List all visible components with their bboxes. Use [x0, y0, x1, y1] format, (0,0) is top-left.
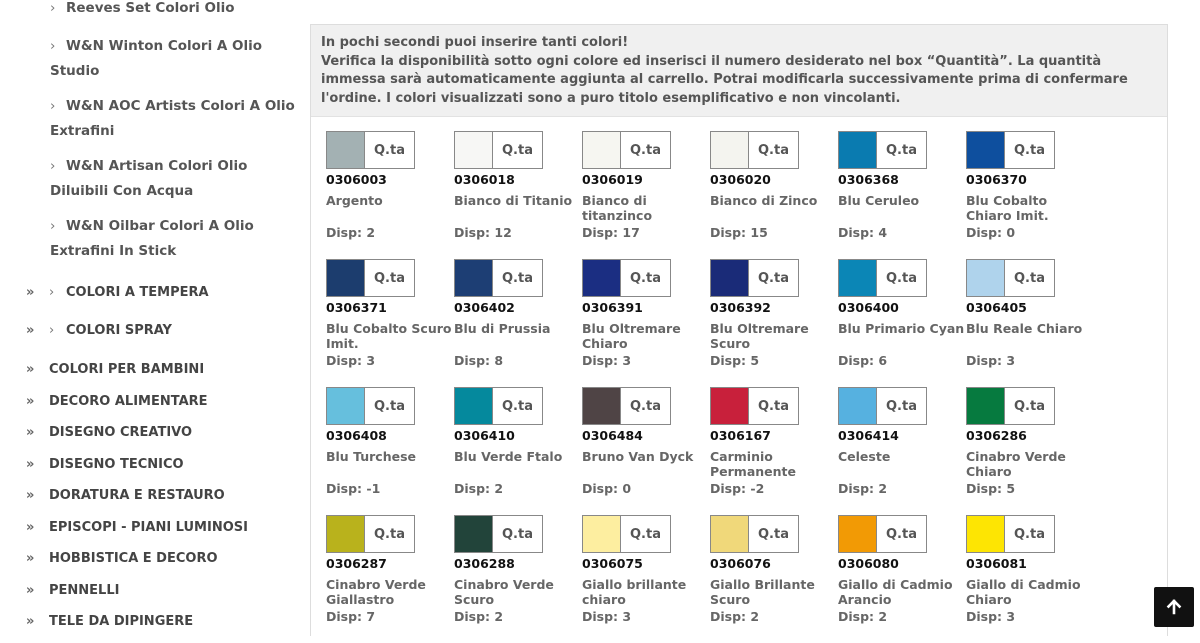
- double-chevron-icon: »: [26, 362, 35, 377]
- product-code: 0306371: [326, 300, 387, 315]
- sidebar-item-label: DECORO ALIMENTARE: [49, 394, 208, 409]
- availability: Disp: 5: [966, 481, 1016, 496]
- quantity-input[interactable]: Q.ta: [1005, 516, 1054, 552]
- double-chevron-icon: »: [26, 551, 35, 566]
- sidebar-item-label: COLORI PER BAMBINI: [49, 362, 205, 377]
- quantity-input[interactable]: Q.ta: [621, 132, 670, 168]
- sidebar-item-label: W&N AOC Artists Colori A Olio Extrafini: [50, 98, 295, 139]
- product-name[interactable]: Giallo Brillante Scuro: [710, 578, 815, 607]
- quantity-input[interactable]: Q.ta: [365, 388, 414, 424]
- product-name[interactable]: Celeste: [838, 450, 891, 464]
- product-code: 0306405: [966, 300, 1027, 315]
- color-swatch: [583, 516, 621, 552]
- swatch-qty-box: [838, 131, 927, 169]
- product-code: 0306484: [582, 428, 643, 443]
- chevron-right-icon: ›: [50, 0, 56, 16]
- availability: Disp: 15: [710, 225, 768, 240]
- color-card: [454, 259, 582, 387]
- availability: Disp: -1: [326, 481, 381, 496]
- sidebar-item-label: COLORI SPRAY: [66, 323, 172, 338]
- product-code: 0306019: [582, 172, 643, 187]
- product-name[interactable]: Cinabro Verde Scuro: [454, 578, 554, 607]
- swatch-qty-box: [582, 131, 671, 169]
- sidebar-item-label: HOBBISTICA E DECORO: [49, 551, 218, 566]
- quantity-input[interactable]: Q.ta: [749, 388, 798, 424]
- color-card: [710, 259, 838, 387]
- sidebar-item-tele[interactable]: [26, 614, 300, 630]
- swatch-qty-box: [454, 259, 543, 297]
- product-code: 0306075: [582, 556, 643, 571]
- sidebar-item-label: TELE DA DIPINGERE: [49, 614, 194, 629]
- product-name[interactable]: Blu Cobalto Scuro Imit.: [326, 322, 452, 351]
- product-name[interactable]: Giallo brillante chiaro: [582, 578, 687, 607]
- swatch-qty-box: [710, 515, 799, 553]
- product-code: 0306410: [454, 428, 515, 443]
- double-chevron-icon: »: [26, 323, 35, 338]
- color-card: [326, 259, 454, 387]
- product-code: 0306287: [326, 556, 387, 571]
- availability: Disp: 12: [454, 225, 512, 240]
- quantity-input[interactable]: Q.ta: [877, 260, 926, 296]
- sidebar-item-label: W&N Artisan Colori Olio Diluibili Con Acqua: [50, 158, 248, 199]
- sidebar-item-label: W&N Oilbar Colori A Olio Extrafini In Stick: [50, 218, 254, 259]
- color-swatch: [455, 388, 493, 424]
- product-code: 0306167: [710, 428, 771, 443]
- double-chevron-icon: »: [26, 425, 35, 440]
- product-name[interactable]: Giallo di Cadmio Chiaro: [966, 578, 1081, 607]
- color-swatch: [327, 260, 365, 296]
- product-code: 0306402: [454, 300, 515, 315]
- color-swatch: [839, 132, 877, 168]
- sidebar-item-pennelli[interactable]: [26, 583, 300, 599]
- quantity-input[interactable]: Q.ta: [493, 516, 542, 552]
- swatch-qty-box: [326, 131, 415, 169]
- quantity-input[interactable]: Q.ta: [621, 516, 670, 552]
- product-name[interactable]: Blu Primario Cyan: [838, 322, 965, 336]
- color-card: [966, 387, 1094, 515]
- category-sidebar: [0, 0, 300, 636]
- sidebar-item-colori-tempera[interactable]: [26, 285, 300, 301]
- product-name[interactable]: Bruno Van Dyck: [582, 450, 694, 464]
- color-swatch: [583, 388, 621, 424]
- product-name[interactable]: Cinabro Verde Chiaro: [966, 450, 1066, 479]
- availability: Disp: -2: [710, 481, 765, 496]
- product-name[interactable]: Blu Oltremare Scuro: [710, 322, 809, 351]
- product-name[interactable]: Cinabro Verde Giallastro: [326, 578, 426, 607]
- quantity-input[interactable]: Q.ta: [365, 132, 414, 168]
- color-swatch: [839, 260, 877, 296]
- sidebar-item-doratura-restauro[interactable]: [26, 488, 300, 504]
- product-name[interactable]: Bianco di Titanio: [454, 194, 573, 208]
- color-card: [454, 515, 582, 643]
- swatch-qty-box: [966, 515, 1055, 553]
- sidebar-item-decoro-alimentare[interactable]: [26, 394, 300, 410]
- product-code: 0306286: [966, 428, 1027, 443]
- color-swatch: [967, 260, 1005, 296]
- quantity-input[interactable]: Q.ta: [877, 132, 926, 168]
- product-code: 0306370: [966, 172, 1027, 187]
- sidebar-item-wn-aoc[interactable]: [50, 94, 300, 144]
- swatch-qty-box: [582, 387, 671, 425]
- availability: Disp: 6: [838, 353, 888, 368]
- color-swatch: [839, 388, 877, 424]
- color-swatch: [583, 260, 621, 296]
- product-code: 0306018: [454, 172, 515, 187]
- color-card: [454, 387, 582, 515]
- availability: Disp: 5: [710, 353, 760, 368]
- product-code: 0306003: [326, 172, 387, 187]
- swatch-qty-box: [966, 131, 1055, 169]
- quantity-input[interactable]: Q.ta: [621, 388, 670, 424]
- product-name[interactable]: Bianco di titanzinco: [582, 194, 653, 223]
- color-card: [838, 131, 966, 259]
- product-name[interactable]: Blu Reale Chiaro: [966, 322, 1083, 336]
- product-name[interactable]: Blu Cobalto Chiaro Imit.: [966, 194, 1049, 223]
- availability: Disp: 2: [838, 481, 888, 496]
- availability: Disp: 3: [966, 353, 1016, 368]
- color-card: [710, 515, 838, 643]
- color-card: [838, 259, 966, 387]
- color-card: [838, 515, 966, 643]
- color-swatch: [455, 132, 493, 168]
- product-name[interactable]: Blu Turchese: [326, 450, 416, 464]
- product-code: 0306020: [710, 172, 771, 187]
- sidebar-item-wn-winton[interactable]: [50, 34, 300, 84]
- availability: Disp: 4: [838, 225, 888, 240]
- swatch-qty-box: [838, 259, 927, 297]
- availability: Disp: 3: [582, 353, 632, 368]
- color-swatch: [711, 260, 749, 296]
- color-swatch: [711, 132, 749, 168]
- color-swatch: [839, 516, 877, 552]
- quantity-input[interactable]: Q.ta: [1005, 260, 1054, 296]
- arrow-up-icon: [1166, 599, 1182, 615]
- color-swatch: [967, 516, 1005, 552]
- quantity-input[interactable]: Q.ta: [365, 260, 414, 296]
- availability: Disp: 3: [966, 609, 1016, 624]
- product-name[interactable]: Giallo di Cadmio Arancio: [838, 578, 953, 607]
- swatch-qty-box: [966, 259, 1055, 297]
- color-swatch: [327, 516, 365, 552]
- sidebar-item-label: Reeves Set Colori Olio: [66, 0, 235, 16]
- double-chevron-icon: »: [26, 457, 35, 472]
- sidebar-item-colori-bambini[interactable]: [26, 362, 300, 378]
- availability: Disp: 2: [454, 481, 504, 496]
- chevron-right-icon: ›: [50, 98, 56, 114]
- swatch-qty-box: [710, 387, 799, 425]
- sidebar-item-label: DISEGNO CREATIVO: [49, 425, 193, 440]
- availability: Disp: 17: [582, 225, 640, 240]
- sidebar-item-reeves-set[interactable]: [50, 0, 300, 21]
- swatch-qty-box: [838, 387, 927, 425]
- quantity-input[interactable]: Q.ta: [749, 132, 798, 168]
- swatch-qty-box: [326, 387, 415, 425]
- product-code: 0306391: [582, 300, 643, 315]
- swatch-qty-box: [454, 131, 543, 169]
- color-card: [326, 131, 454, 259]
- color-card: [710, 387, 838, 515]
- swatch-qty-box: [710, 259, 799, 297]
- chevron-right-icon: ›: [50, 218, 56, 234]
- color-card: [966, 259, 1094, 387]
- color-card: [326, 387, 454, 515]
- color-swatch: [327, 388, 365, 424]
- color-card: [966, 131, 1094, 259]
- product-code: 0306414: [838, 428, 899, 443]
- sidebar-item-wn-artisan[interactable]: [50, 154, 300, 204]
- sidebar-item-disegno-creativo[interactable]: [26, 425, 300, 441]
- swatch-qty-box: [710, 131, 799, 169]
- quantity-input[interactable]: Q.ta: [493, 260, 542, 296]
- swatch-qty-box: [454, 387, 543, 425]
- product-name[interactable]: Blu Ceruleo: [838, 194, 920, 208]
- sidebar-item-colori-spray[interactable]: [26, 323, 300, 339]
- color-swatch: [967, 132, 1005, 168]
- chevron-right-icon: ›: [49, 285, 55, 300]
- availability: Disp: 7: [326, 609, 376, 624]
- sidebar-item-hobbistica[interactable]: [26, 551, 300, 567]
- color-swatch: [327, 132, 365, 168]
- intro-box: [311, 25, 1167, 117]
- color-card: [582, 131, 710, 259]
- color-swatch: [455, 516, 493, 552]
- color-swatch: [583, 132, 621, 168]
- product-code: 0306076: [710, 556, 771, 571]
- availability: Disp: 0: [966, 225, 1016, 240]
- color-card: [582, 259, 710, 387]
- availability: Disp: 2: [838, 609, 888, 624]
- color-swatch: [455, 260, 493, 296]
- chevron-right-icon: ›: [50, 158, 56, 174]
- swatch-qty-box: [582, 259, 671, 297]
- availability: Disp: 2: [454, 609, 504, 624]
- quantity-input[interactable]: Q.ta: [1005, 388, 1054, 424]
- swatch-qty-box: [838, 515, 927, 553]
- color-card: [454, 131, 582, 259]
- double-chevron-icon: »: [26, 583, 35, 598]
- sidebar-item-wn-oilbar[interactable]: [50, 214, 300, 264]
- product-code: 0306080: [838, 556, 899, 571]
- color-card: [582, 515, 710, 643]
- product-name[interactable]: Blu Oltremare Chiaro: [582, 322, 681, 351]
- product-code: 0306288: [454, 556, 515, 571]
- swatch-qty-box: [326, 515, 415, 553]
- chevron-right-icon: ›: [49, 323, 55, 338]
- swatch-qty-box: [454, 515, 543, 553]
- product-name[interactable]: Blu Verde Ftalo: [454, 450, 563, 464]
- product-name[interactable]: Argento: [326, 194, 383, 208]
- double-chevron-icon: »: [26, 520, 35, 535]
- double-chevron-icon: »: [26, 285, 35, 300]
- double-chevron-icon: »: [26, 614, 35, 629]
- sidebar-item-label: EPISCOPI - PIANI LUMINOSI: [49, 520, 248, 535]
- color-card: [326, 515, 454, 643]
- sidebar-item-label: DISEGNO TECNICO: [49, 457, 184, 472]
- color-card: [838, 387, 966, 515]
- sidebar-item-disegno-tecnico[interactable]: [26, 457, 300, 473]
- quantity-input[interactable]: Q.ta: [877, 516, 926, 552]
- quantity-input[interactable]: Q.ta: [877, 388, 926, 424]
- product-code: 0306400: [838, 300, 899, 315]
- quantity-input[interactable]: Q.ta: [1005, 132, 1054, 168]
- availability: Disp: 2: [710, 609, 760, 624]
- sidebar-item-episcopi[interactable]: [26, 520, 300, 536]
- product-code: 0306392: [710, 300, 771, 315]
- product-code: 0306081: [966, 556, 1027, 571]
- color-swatch: [967, 388, 1005, 424]
- chevron-right-icon: ›: [50, 38, 56, 54]
- quantity-input[interactable]: Q.ta: [365, 516, 414, 552]
- swatch-qty-box: [326, 259, 415, 297]
- color-swatch: [711, 388, 749, 424]
- product-name[interactable]: Blu di Prussia: [454, 322, 551, 336]
- quantity-input[interactable]: Q.ta: [493, 132, 542, 168]
- swatch-qty-box: [966, 387, 1055, 425]
- color-card: [710, 131, 838, 259]
- product-name[interactable]: Bianco di Zinco: [710, 194, 818, 208]
- color-card: [966, 515, 1094, 643]
- sidebar-item-label: COLORI A TEMPERA: [66, 285, 209, 300]
- color-swatch: [711, 516, 749, 552]
- double-chevron-icon: »: [26, 488, 35, 503]
- availability: Disp: 0: [582, 481, 632, 496]
- product-name[interactable]: Carminio Permanente: [710, 450, 796, 479]
- color-card: [582, 387, 710, 515]
- double-chevron-icon: »: [26, 394, 35, 409]
- quantity-input[interactable]: Q.ta: [749, 516, 798, 552]
- swatch-qty-box: [582, 515, 671, 553]
- availability: Disp: 2: [326, 225, 376, 240]
- quantity-input[interactable]: Q.ta: [621, 260, 670, 296]
- quantity-input[interactable]: Q.ta: [749, 260, 798, 296]
- scroll-to-top-button[interactable]: [1154, 587, 1194, 627]
- availability: Disp: 3: [326, 353, 376, 368]
- product-code: 0306368: [838, 172, 899, 187]
- sidebar-item-label: DORATURA E RESTAURO: [49, 488, 225, 503]
- intro-text: Verifica la disponibilità sotto ogni colore ed inserisci il numero desiderato nel box “Quantità”. La quantità immessa sarà automaticamente aggiunta al carrello. Potrai modificarla successivamente prima di confermare l'ordine. I colori visualizzati sono a puro titolo esemplificativo e non vincolanti.: [321, 53, 1128, 106]
- product-code: 0306408: [326, 428, 387, 443]
- availability: Disp: 8: [454, 353, 504, 368]
- intro-heading: In pochi secondi puoi inserire tanti colori!: [321, 35, 629, 50]
- availability: Disp: 3: [582, 609, 632, 624]
- sidebar-item-label: PENNELLI: [49, 583, 120, 598]
- sidebar-item-label: W&N Winton Colori A Olio Studio: [50, 38, 263, 79]
- quantity-input[interactable]: Q.ta: [493, 388, 542, 424]
